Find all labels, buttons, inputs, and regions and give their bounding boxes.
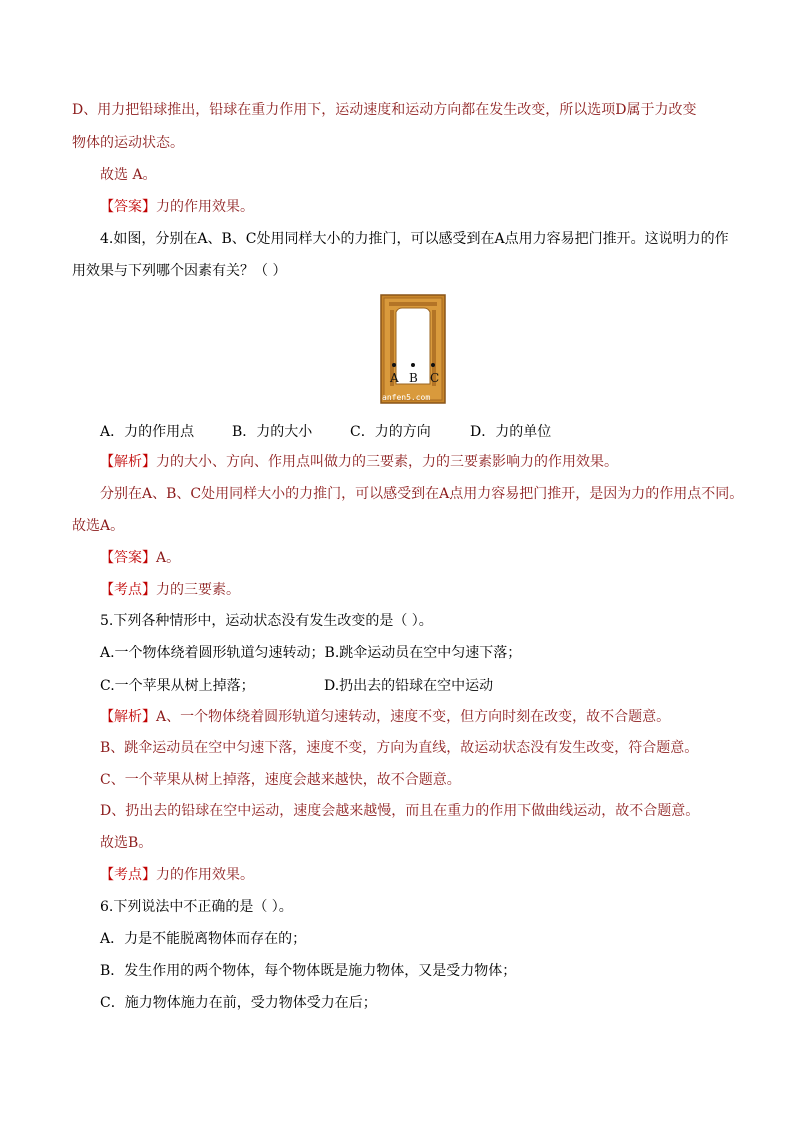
point-a-label: A <box>390 371 399 385</box>
analysis-line <box>100 452 618 472</box>
question-6-line: 6.下列说法中不正确的是（ ）。 <box>100 899 293 915</box>
text-line: 故选 A。 <box>100 167 157 183</box>
knowledge-tag: 【考点】 <box>100 582 156 598</box>
knowledge-tag: 【考点】 <box>100 867 156 883</box>
door-top-rail <box>389 302 437 306</box>
text-line: 分别在A、B、C处用同样大小的力推门，可以感受到在A点用力容易把门推开，是因为力的作用点不同。 <box>100 486 744 502</box>
answer-line <box>100 197 254 217</box>
answer-tag: 【答案】 <box>100 550 156 566</box>
q5-options-ab: A.一个物体绕着圆形轨道匀速转动；B.跳伞运动员在空中匀速下落； <box>100 645 522 661</box>
answer-line <box>100 548 180 568</box>
question-5-line: 5.下列各种情形中，运动状态没有发生改变的是（ ）。 <box>100 613 433 629</box>
q6-option-b: B．发生作用的两个物体，每个物体既是施力物体，又是受力物体； <box>100 963 517 979</box>
knowledge-text: 力的作用效果。 <box>156 867 254 883</box>
text-line: D、扔出去的铅球在空中运动，速度会越来越慢，而且在重力的作用下做曲线运动，故不合题意。 <box>100 803 700 819</box>
text-line: 故选B。 <box>100 835 153 851</box>
analysis-tag: 【解析】 <box>100 709 156 725</box>
q4-option-d: D．力的单位 <box>470 424 552 440</box>
text-line: B、跳伞运动员在空中匀速下落，速度不变，方向为直线，故运动状态没有发生改变，符合题意。 <box>100 740 699 756</box>
point-c-label: C <box>430 371 440 385</box>
point-a-dot <box>392 363 396 367</box>
q4-option-a: A．力的作用点 <box>100 424 195 440</box>
analysis-text: A、一个物体绕着圆形轨道匀速转动，速度不变，但方向时刻在改变，故不合题意。 <box>156 709 671 725</box>
text-line: D、用力把铅球推出，铅球在重力作用下，运动速度和运动方向都在发生改变，所以选项D属于力改变 <box>72 102 697 118</box>
text-line: 物体的运动状态。 <box>72 135 184 151</box>
q5-option-d: D.扔出去的铅球在空中运动 <box>324 678 494 694</box>
analysis-line <box>100 707 670 727</box>
question-4-line-2: 用效果与下列哪个因素有关？（ ） <box>72 263 287 279</box>
q6-option-c: C．施力物体施力在前，受力物体受力在后； <box>100 995 377 1011</box>
q6-option-a: A．力是不能脱离物体而存在的； <box>100 931 307 947</box>
answer-tag: 【答案】 <box>100 199 156 215</box>
point-b-dot <box>411 363 415 367</box>
analysis-text: 力的大小、方向、作用点叫做力的三要素，力的三要素影响力的作用效果。 <box>156 454 618 470</box>
analysis-tag: 【解析】 <box>100 454 156 470</box>
text-line: 故选A。 <box>72 518 125 534</box>
watermark-text: anfen5.com <box>382 393 431 402</box>
q4-option-b: B．力的大小 <box>232 424 313 440</box>
text-line: C、一个苹果从树上掉落，速度会越来越快，故不合题意。 <box>100 772 461 788</box>
knowledge-line <box>100 865 254 885</box>
question-4-line-1: 4.如图，分别在A、B、C处用同样大小的力推门，可以感受到在A点用力容易把门推开。这说明力的作 <box>100 231 729 247</box>
answer-text: 力的作用效果。 <box>156 199 254 215</box>
point-b-label: B <box>409 371 418 385</box>
door-figure <box>380 294 446 406</box>
q4-option-c: C．力的方向 <box>350 424 431 440</box>
knowledge-text: 力的三要素。 <box>156 582 240 598</box>
answer-text: A。 <box>156 550 181 566</box>
q5-option-c: C.一个苹果从树上掉落； <box>100 678 255 694</box>
door-illustration <box>380 294 446 406</box>
knowledge-line <box>100 580 240 600</box>
point-c-dot <box>431 363 435 367</box>
